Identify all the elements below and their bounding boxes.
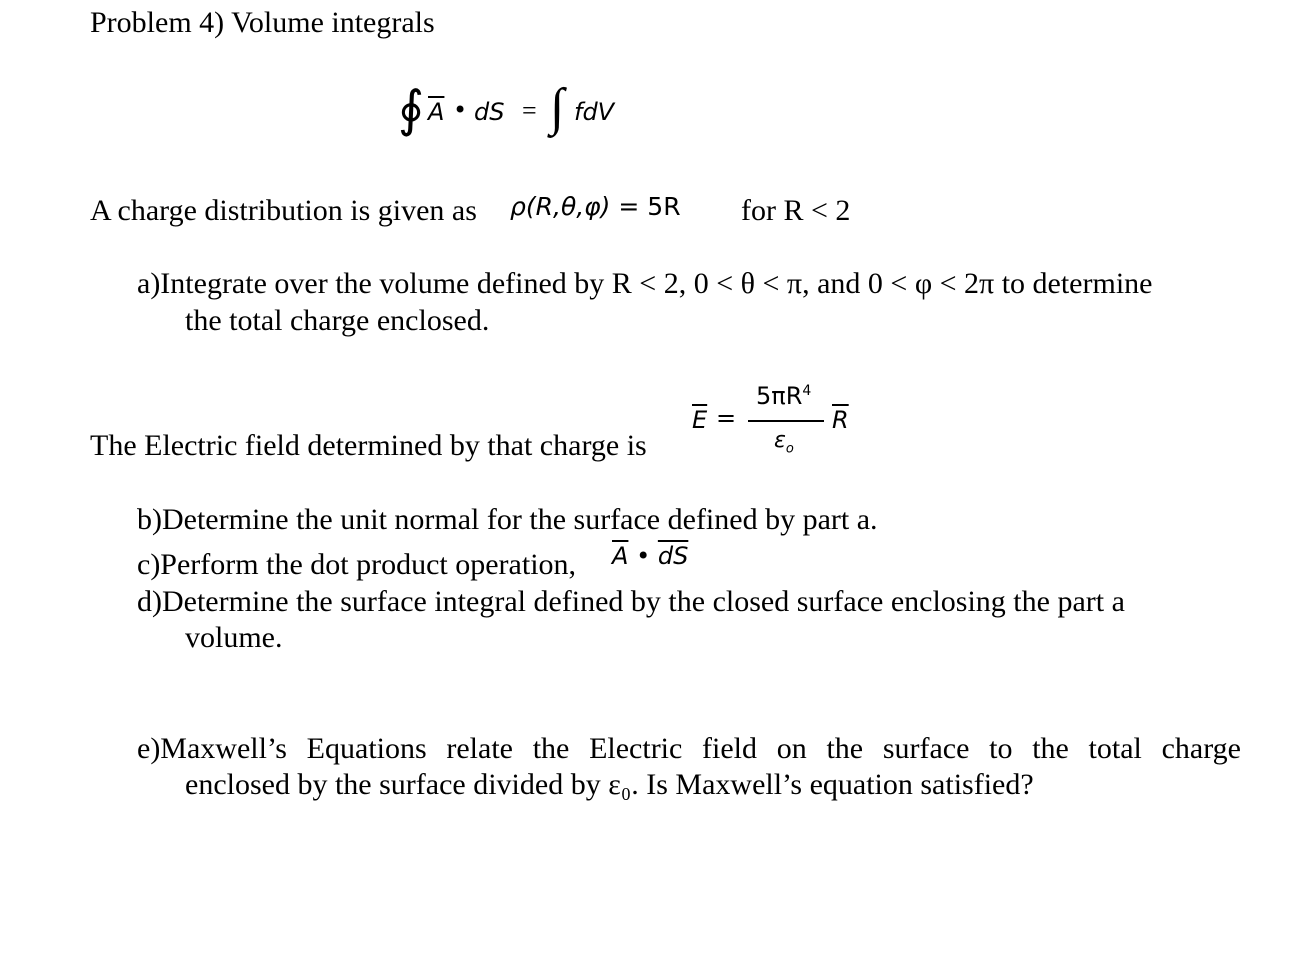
integral-symbol: ∫ (550, 79, 565, 136)
field-vector-e: $\overline{E}$ (692, 406, 708, 434)
part-d-line-1: d)Determine the surface integral defined by the closed surface enclosing the part a (137, 585, 1125, 618)
part-a-line-1: a)Integrate over the volume defined by R < 2, 0 < θ < π, and 0 < φ < 2π to determine (137, 267, 1153, 300)
part-a-line-2: the total charge enclosed. (185, 304, 490, 337)
fraction-bar (748, 420, 824, 422)
divergence-theorem-equation (398, 79, 658, 156)
epsilon-symbol: ε (774, 428, 786, 453)
fraction-numerator (756, 382, 811, 410)
vector-a: $\overline{A}$ (428, 98, 445, 126)
density-value: 5R (647, 192, 681, 221)
dot-operator: • (636, 542, 651, 570)
equals-sign: = (618, 192, 640, 221)
numerator-exponent: 4 (802, 383, 812, 399)
equals-sign: = (716, 404, 737, 432)
vector-a: $\overline{A}$ (612, 542, 629, 570)
dot-operator: • (453, 96, 468, 124)
charge-distribution-text: A charge distribution is given as (90, 194, 477, 227)
volume-integrand: fdV (574, 98, 615, 126)
surface-element-ds: dS (474, 98, 505, 126)
charge-density-expression (510, 192, 681, 221)
part-e-line-2: enclosed by the surface divided by ε₀. Is Maxwell’s equation satisfied? (185, 768, 1034, 801)
surface-element-ds: $\overline{dS}$ (657, 542, 689, 570)
dot-product-expression (612, 542, 688, 570)
radial-vector-r: $\overline{R}$ (832, 406, 849, 434)
part-d-line-2: volume. (185, 621, 283, 654)
closed-integral-symbol: ∮ (398, 81, 425, 137)
electric-field-equation (692, 378, 862, 468)
electric-field-sentence: The Electric field determined by that charge is (90, 429, 647, 462)
page-title: Problem 4) Volume integrals (90, 6, 435, 39)
charge-condition: for R < 2 (741, 194, 851, 227)
part-b-text: b)Determine the unit normal for the surface defined by part a. (137, 503, 878, 536)
numerator-text: 5πR (756, 382, 803, 410)
rho-function: ρ(R,θ,φ) (510, 192, 611, 221)
part-e-line-1: e)Maxwell’s Equations relate the Electric field on the surface to the total charge (137, 732, 1241, 765)
part-c-text: c)Perform the dot product operation, (137, 548, 577, 581)
fraction-denominator (774, 428, 794, 456)
equals-sign: = (522, 96, 537, 125)
epsilon-subscript: o (785, 441, 794, 457)
